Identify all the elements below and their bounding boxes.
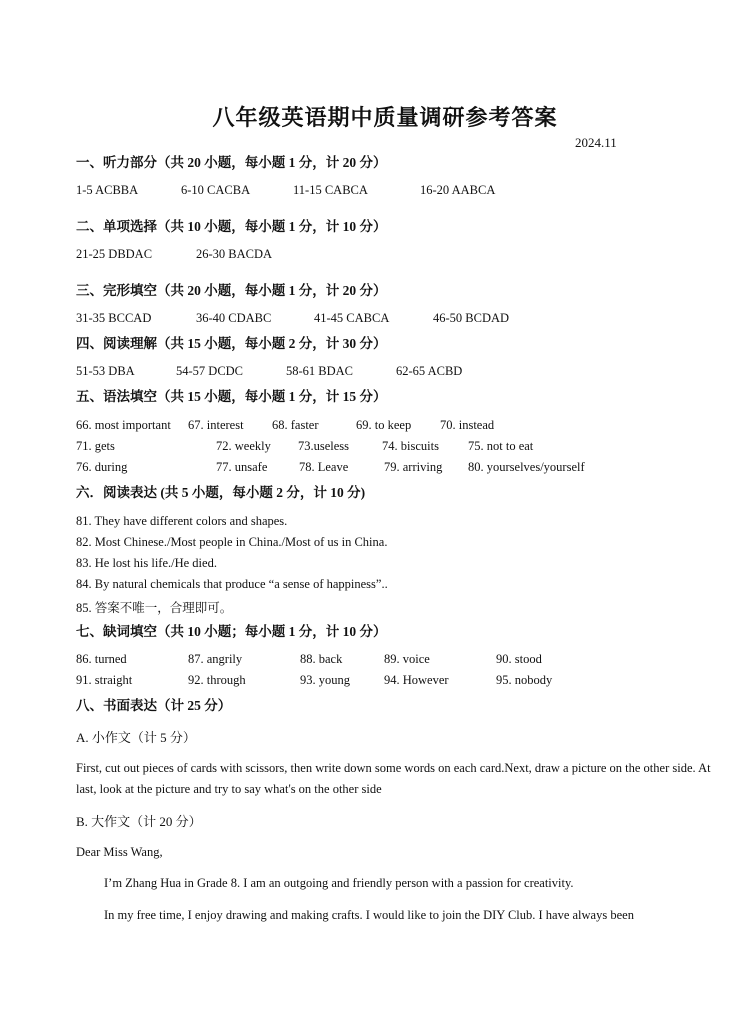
answer-item: 71. gets [76, 439, 115, 453]
answer-item: 94. However [384, 673, 449, 687]
section-4-heading: 四、阅读理解（共 15 小题，每小题 2 分，计 30 分） [76, 336, 387, 351]
answer-sentence: 81. They have different colors and shapes. [76, 514, 288, 528]
answer-group: 46-50 BCDAD [433, 311, 510, 325]
part-a-text: First, cut out pieces of cards with scissors, then write down some words on each card.Next, draw a picture on the other side. At last, look at the picture and try to say what's on the other side [76, 761, 711, 796]
page-title: 八年级英语期中质量调研参考答案 [212, 105, 558, 130]
section-3-heading: 三、完形填空（共 20 小题，每小题 1 分，计 20 分） [76, 283, 387, 298]
answer-group: 31-35 BCCAD [76, 311, 152, 325]
answer-item: 69. to keep [356, 418, 412, 432]
answer-item: 90. stood [496, 652, 542, 666]
answer-item: 68. faster [272, 418, 319, 432]
section-5-heading: 五、语法填空（共 15 小题，每小题 1 分，计 15 分） [76, 389, 387, 404]
section-2-heading: 二、单项选择（共 10 小题，每小题 1 分，计 10 分） [76, 219, 387, 234]
answer-item: 70. instead [440, 418, 495, 432]
answer-group: 26-30 BACDA [196, 247, 273, 261]
answer-item: 79. arriving [384, 460, 443, 474]
answer-group: 6-10 CACBA [181, 183, 251, 197]
answer-group: 1-5 ACBBA [76, 183, 139, 197]
answer-item: 78. Leave [299, 460, 349, 474]
answer-sentence: 84. By natural chemicals that produce “a sense of happiness”.. [76, 577, 388, 591]
answer-sentence: 83. He lost his life./He died. [76, 556, 217, 570]
letter-paragraph: I’m Zhang Hua in Grade 8. I am an outgoing and friendly person with a passion for creativity. [104, 876, 574, 890]
answer-item: 95. nobody [496, 673, 553, 687]
section-8-heading: 八、书面表达（计 25 分） [76, 698, 232, 713]
part-a-heading: A. 小作文（计 5 分） [76, 730, 196, 745]
answer-item: 88. back [300, 652, 343, 666]
answer-item: 89. voice [384, 652, 430, 666]
answer-item: 80. yourselves/yourself [468, 460, 585, 474]
answer-item: 76. during [76, 460, 128, 474]
section-6-heading: 六．阅读表达 (共 5 小题，每小题 2 分，计 10 分) [76, 485, 366, 500]
letter-salutation: Dear Miss Wang, [76, 845, 163, 859]
answer-item: 75. not to eat [468, 439, 534, 453]
answer-group: 62-65 ACBD [396, 364, 463, 378]
answer-group: 16-20 AABCA [420, 183, 496, 197]
letter-paragraph: In my free time, I enjoy drawing and making crafts. I would like to join the DIY Club. I have always been [104, 908, 634, 922]
answer-item: 87. angrily [188, 652, 243, 666]
answer-group: 41-45 CABCA [314, 311, 390, 325]
answer-item: 66. most important [76, 418, 171, 432]
answer-item: 72. weekly [216, 439, 271, 453]
section-1-heading: 一、听力部分（共 20 小题，每小题 1 分，计 20 分） [76, 155, 387, 170]
answer-sentence: 82. Most Chinese./Most people in China./Most of us in China. [76, 535, 388, 549]
answer-sentence: 85. 答案不唯一，合理即可。 [76, 601, 233, 615]
answer-group: 51-53 DBA [76, 364, 135, 378]
answer-item: 73.useless [298, 439, 350, 453]
section-7-heading: 七、缺词填空（共 10 小题；每小题 1 分，计 10 分） [76, 624, 387, 639]
answer-item: 93. young [300, 673, 350, 687]
answer-item: 77. unsafe [216, 460, 268, 474]
answer-item: 74. biscuits [382, 439, 439, 453]
answer-group: 54-57 DCDC [176, 364, 244, 378]
answer-item: 86. turned [76, 652, 127, 666]
answer-group: 36-40 CDABC [196, 311, 272, 325]
answer-item: 92. through [188, 673, 246, 687]
part-b-heading: B. 大作文（计 20 分） [76, 814, 202, 829]
answer-item: 67. interest [188, 418, 244, 432]
date-label: 2024.11 [575, 135, 617, 150]
answer-item: 91. straight [76, 673, 133, 687]
answer-group: 21-25 DBDAC [76, 247, 153, 261]
answer-group: 11-15 CABCA [293, 183, 368, 197]
answer-group: 58-61 BDAC [286, 364, 354, 378]
